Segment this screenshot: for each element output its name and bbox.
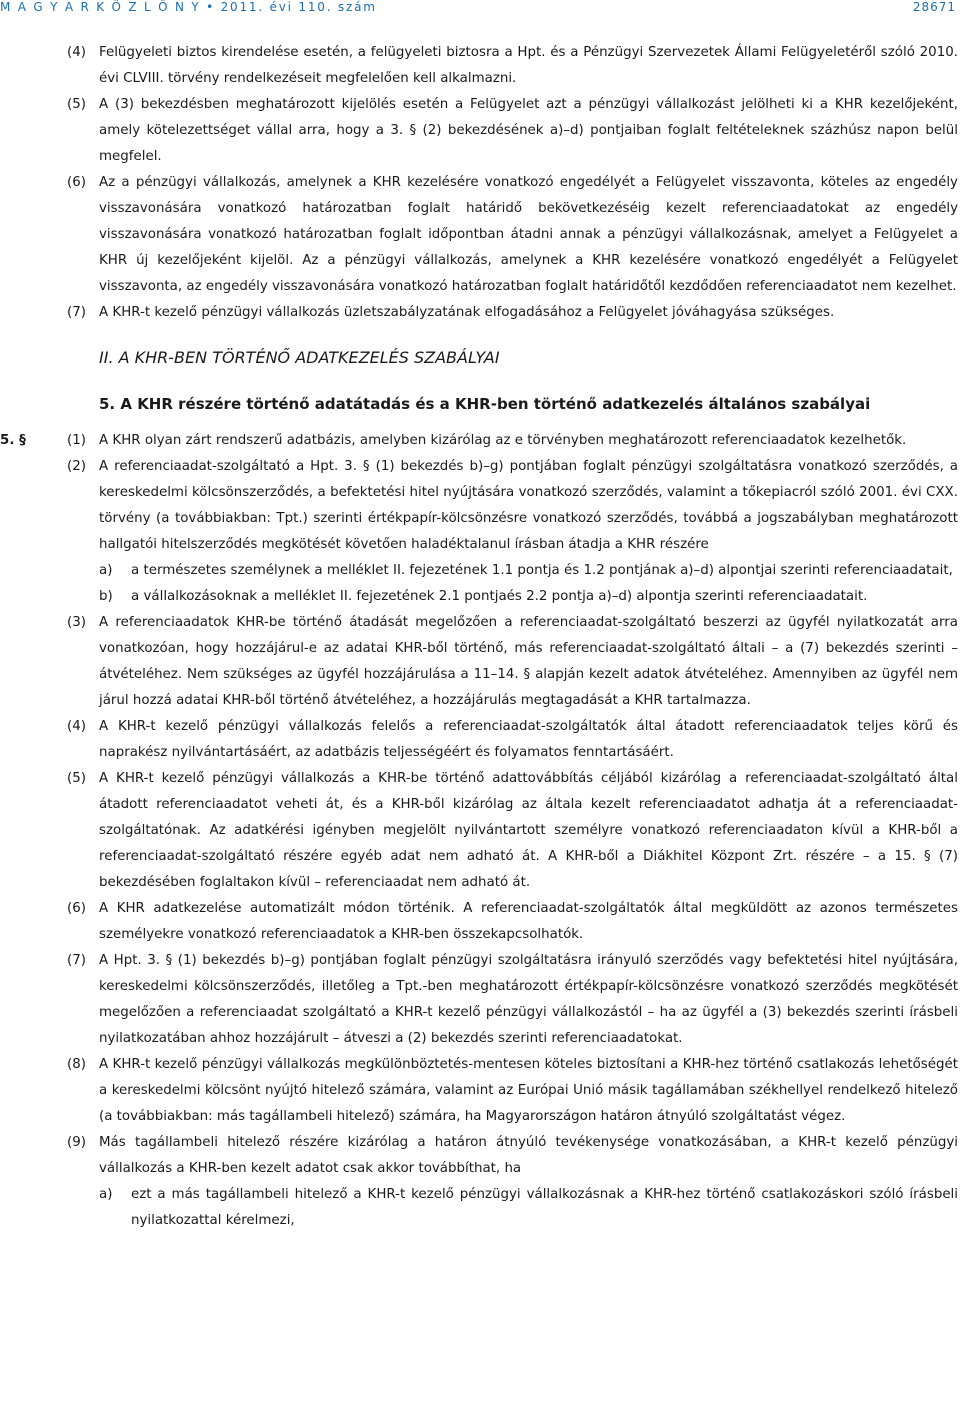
list-letter: b) [99, 589, 113, 604]
paragraph-text: A KHR adatkezelése automatizált módon történik. A referenciaadat-szolgáltatók által megküldött az azonos természetes személyekre vonatkozó referenciaadatok a KHR-ben összekapcsolhatók. [99, 901, 958, 942]
paragraph-5 [0, 92, 958, 170]
paragraph-number: (5) [67, 771, 86, 786]
list-text: a vállalkozásoknak a melléklet II. fejezetének 2.1 pontjaés 2.2 pontja a)–d) alpontja szerinti referenciaadatait. [131, 589, 868, 604]
section-5-paragraph-2 [0, 454, 958, 558]
paragraph-4 [0, 40, 958, 92]
list-item-a [0, 1182, 958, 1234]
part-title: II. A KHR-BEN TÖRTÉNŐ ADATKEZELÉS SZABÁLYAI [99, 348, 500, 367]
section-5-paragraph-3 [0, 610, 958, 714]
section-5-paragraph-8 [0, 1052, 958, 1130]
paragraph-text: Az a pénzügyi vállalkozás, amelynek a KHR kezelésére vonatkozó engedélyét a Felügyelet visszavonta, köteles az engedély visszavonására vonatkozó határozatban foglalt határidő bekövetkezéséig kezelt referenciaadatokat az engedély visszavonására vonatkozó határozatban foglalt időpontban átadni annak a pénzügyi vállalkozásnak, amelyet a Felügyelet a KHR új kezelőjeként kijelöl. Az a pénzügyi vállalkozás, amelynek a KHR kezelésére vonatkozó engedélyét a Felügyelet visszavonta, az engedély visszavonására vonatkozó határozatban foglalt határidőtől kezdődően referenciaadatot nem kezelhet. [99, 175, 958, 294]
section-number: 5. § [0, 433, 26, 448]
paragraph-text: Felügyeleti biztos kirendelése esetén, a felügyeleti biztosra a Hpt. és a Pénzügyi Szervezetek Állami Felügyeletéről szóló 2010. évi CLVIII. törvény rendelkezéseit megfelelően kell alkalmazni. [99, 45, 958, 86]
running-header [0, 0, 960, 16]
paragraph-number: (9) [67, 1135, 86, 1150]
paragraph-number: (3) [67, 615, 86, 630]
paragraph-number: (6) [67, 175, 86, 190]
paragraph-number: (4) [67, 719, 86, 734]
paragraph-text: A referenciaadatok KHR-be történő átadását megelőzően a referenciaadat-szolgáltató beszerzi az ügyfél nyilatkozatát arra vonatkozóan, hogy hozzájárul-e az adatai KHR-ből történő, más referenciaadat-szolgáltató általi – a (7) bekezdés szerinti – átvételéhez. Nem szükséges az ügyfél hozzájárulása a 11–14. § alapján kezelt adatok átvételéhez. Amennyiben az ügyfél nem járul hozzá adatai KHR-ből történő átvételéhez, a hozzájárulás megtagadását a KHR tartalmazza. [99, 615, 958, 708]
section-5-paragraph-5 [0, 766, 958, 896]
list-item-a [0, 558, 958, 584]
paragraph-text: A KHR-t kezelő pénzügyi vállalkozás felelős a referenciaadat-szolgáltatók által átadott referenciaadatok teljes körű és naprakész nyilvántartásáért, az adatbázis teljességéért és folyamatos fenntartásáért. [99, 719, 958, 760]
journal-title: M A G Y A R K Ö Z L Ö N Y • 2011. évi 110. szám [0, 0, 377, 14]
list-letter: a) [99, 1187, 113, 1202]
paragraph-7 [0, 300, 958, 326]
paragraph-number: (5) [67, 97, 86, 112]
section-5-paragraph-4 [0, 714, 958, 766]
section-5-paragraph-9 [0, 1130, 958, 1182]
paragraph-text: A referenciaadat-szolgáltató a Hpt. 3. § (1) bekezdés b)–g) pontjában foglalt pénzügyi szolgáltatásra vonatkozó szerződés, a kereskedelmi kölcsönszerződés, a befektetési hitel nyújtására vonatkozó szerződés, valamint a tőkepiacról szóló 2001. évi CXX. törvény (a továbbiakban: Tpt.) szerinti értékpapír-kölcsönzésre vonatkozó szerződés, továbbá a jogszabályban meghatározott hallgatói hitelszerződés megkötését követően haladéktalanul írásban átadja a KHR részére [99, 459, 958, 552]
paragraph-number: (2) [67, 459, 86, 474]
paragraph-number: (8) [67, 1057, 86, 1072]
chapter-title: 5. A KHR részére történő adatátadás és a KHR-ben történő adatkezelés általános szabályai [99, 395, 871, 413]
paragraph-number: (1) [67, 433, 86, 448]
section-5-paragraph-1 [0, 428, 958, 454]
page-number: 28671 [912, 0, 956, 14]
page-body [0, 40, 958, 1234]
paragraph-text: A KHR-t kezelő pénzügyi vállalkozás a KHR-be történő adattovábbítás céljából kizárólag a referenciaadat-szolgáltató által átadott referenciaadatot veheti át, és a KHR-ből kizárólag az általa kezelt referenciaadatot adhatja át a referenciaadat-szolgáltatónak. Az adatkérési igényben megjelölt nyilvántartott személyre vonatkozó referenciaadaton kívül a KHR-ből a referenciaadat-szolgáltató részére egyéb adat nem adható át. A KHR-ből a Diákhitel Központ Zrt. részére – a 15. § (7) bekezdésében foglaltakon kívül – referenciaadat nem adható át. [99, 771, 958, 890]
paragraph-number: (6) [67, 901, 86, 916]
list-text: a természetes személynek a melléklet II. fejezetének 1.1 pontja és 1.2 pontjának a)–d) alpontjai szerinti referenciaadatait, [131, 563, 953, 578]
paragraph-text: A KHR-t kezelő pénzügyi vállalkozás üzletszabályzatának elfogadásához a Felügyelet jóváhagyása szükséges. [99, 305, 835, 320]
paragraph-text: A Hpt. 3. § (1) bekezdés b)–g) pontjában foglalt pénzügyi szolgáltatásra irányuló szerződés vagy befektetési hitel nyújtására, kereskedelmi kölcsönszerződés, illetőleg a Tpt.-ben meghatározott értékpapír-kölcsönzésre vonatkozó szerződés megkötését megelőzően a referenciaadat szolgáltató a KHR-t kezelő pénzügyi vállalkozástól – ha az ügyfél a (3) bekezdés szerinti írásbeli nyilatkozatában ahhoz hozzájárult – átveszi a (2) bekezdés szerinti referenciaadatokat. [99, 953, 958, 1046]
paragraph-number: (7) [67, 305, 86, 320]
paragraph-text: Más tagállambeli hitelező részére kizárólag a határon átnyúló tevékenysége vonatkozásában, a KHR-t kezelő pénzügyi vállalkozás a KHR-ben kezelt adatot csak akkor továbbíthat, ha [99, 1135, 958, 1176]
paragraph-number: (4) [67, 45, 86, 60]
paragraph-text: A (3) bekezdésben meghatározott kijelölés esetén a Felügyelet azt a pénzügyi vállalkozást jelölheti ki a KHR kezelőjeként, amely kötelezettséget vállal arra, hogy a 3. § (2) bekezdésének a)–d) pontjaiban foglalt feltételeknek százhúsz napon belül megfelel. [99, 97, 958, 164]
list-item-b [0, 584, 958, 610]
section-5-paragraph-6 [0, 896, 958, 948]
paragraph-text: A KHR olyan zárt rendszerű adatbázis, amelyben kizárólag az e törvényben meghatározott referenciaadatok kezelhetők. [99, 433, 907, 448]
list-text: ezt a más tagállambeli hitelező a KHR-t kezelő pénzügyi vállalkozásnak a KHR-hez történő csatlakozáskori szóló írásbeli nyilatkozattal kérelmezi, [131, 1187, 958, 1228]
paragraph-number: (7) [67, 953, 86, 968]
section-5-paragraph-7 [0, 948, 958, 1052]
paragraph-text: A KHR-t kezelő pénzügyi vállalkozás megkülönböztetés-mentesen köteles biztosítani a KHR-hez történő csatlakozás lehetőségét a kereskedelmi kölcsönt nyújtó hitelező számára, valamint az Európai Unió másik tagállamában székhellyel rendelkező hitelező (a továbbiakban: más tagállambeli hitelező) számára, ha Magyarországon határon átnyúló szolgáltatást végez. [99, 1057, 958, 1124]
list-letter: a) [99, 563, 113, 578]
paragraph-6 [0, 170, 958, 300]
